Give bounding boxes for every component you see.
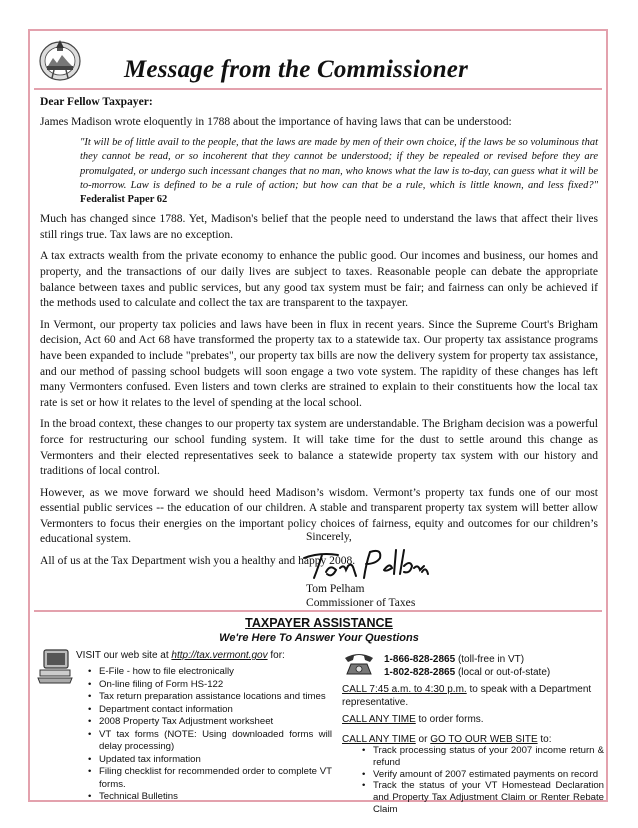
website-services-list — [86, 666, 332, 804]
call-to-text: to: — [537, 734, 552, 745]
salutation: Dear Fellow Taxpayer: — [40, 96, 153, 108]
vermont-seal-icon — [38, 36, 82, 82]
section-divider — [34, 610, 602, 612]
paragraph: All of us at the Tax Department wish you a healthy and happy 2008. — [40, 555, 356, 568]
call-hours-link: CALL 7:45 a.m. to 4:30 p.m. — [342, 684, 467, 695]
call-forms-text: to order forms. — [415, 714, 484, 725]
phone-line-tollfree — [384, 654, 550, 667]
list-item: • Department contact information — [86, 704, 332, 717]
madison-quote — [80, 136, 598, 207]
call-hours-text: to speak with a Department representative. — [342, 684, 592, 708]
list-item: • Updated tax information — [86, 754, 332, 767]
paragraph: A tax extracts wealth from the private economy to enhance the public good. Our incomes and business, our homes and property, and the transactions of our daily lives are subject to taxes. Reasonable people can debate the appropriate balance between taxes and public services, but any good tax system must be fair; and fairness can only be achieved if the methods used to calculate and collect the tax are transparent to the taxpayer. — [40, 250, 598, 310]
website-line — [76, 650, 285, 661]
list-item: • Filing checklist for recommended order to complete VT forms. — [86, 766, 332, 791]
website-link[interactable]: http://tax.vermont.gov — [171, 650, 268, 661]
web-site-link[interactable]: GO TO OUR WEB SITE — [430, 734, 538, 745]
call-anytime-link: CALL ANY TIME — [342, 714, 416, 725]
letter-body — [40, 95, 598, 576]
visit-prefix: VISIT our web site at — [76, 650, 172, 661]
paragraph: In the broad context, these changes to our property tax system are understandable. The Brigham decision was a powerful force for restructuring our school funding system. It will take time for the dust to settle around this change as Vermonters and their elected representatives seek to balance a statewide property tax system with our history and traditions of local control. — [40, 418, 598, 478]
telephone-icon — [342, 650, 376, 676]
phone-note: (local or out-of-state) — [455, 666, 551, 678]
phone-number[interactable]: 1-802-828-2865 — [384, 666, 456, 678]
call-or-text: or — [415, 734, 431, 745]
letter-intro: James Madison wrote eloquently in 1788 about the importance of having laws that can be understood: — [40, 115, 512, 128]
list-item: • VT tax forms (NOTE: Using downloaded forms will delay processing) — [86, 729, 332, 754]
list-item: • Track processing status of your 2007 income return & refund — [362, 745, 604, 769]
call-hours — [342, 684, 604, 709]
signer-name: Tom Pelham — [306, 583, 365, 595]
handwritten-signature — [300, 544, 430, 586]
signer-title: Commissioner of Taxes — [306, 597, 416, 609]
call-or-web — [342, 734, 552, 745]
phone-number[interactable]: 1-866-828-2865 — [384, 654, 456, 665]
list-item: • Verify amount of 2007 estimated payments on record — [362, 769, 604, 781]
visit-suffix: for: — [267, 650, 285, 661]
assistance-title: TAXPAYER ASSISTANCE — [245, 616, 393, 630]
call-anytime-link: CALL ANY TIME — [342, 734, 416, 745]
quote-text: "It will be of little avail to the people, that the laws are made by men of their own choice, if the laws be so voluminous that they cannot be read, or so incoherent that they cannot be understood; if they be repealed or revised before they are promulgated, or undergo such incessant changes that no man, who knows what the law is to-day, can guess what it will be to-morrow. Law is defined to be a rule of action; but how can that be a rule, which is little known, and less fixed?" — [80, 137, 598, 191]
computer-icon — [36, 648, 74, 684]
quote-source: Federalist Paper 62 — [80, 194, 168, 205]
paragraph: Much has changed since 1788. Yet, Madison's belief that the people need to understand the laws that affect their lives still rings true. Tax laws are no exception. — [40, 213, 598, 241]
paragraph: In Vermont, our property tax policies and laws have been in flux in recent years. Since the Supreme Court's Brigham decision, Act 60 and Act 68 have transformed the property tax to a statewide tax. Our property tax assistance programs have been expanded to include "prebates", our property tax bills are now the delivery system for property tax assistance, and our method of passing school budgets will soon engage a two vote system. The rapidity of these changes has left many Vermonters confused. Even listers and town clerks are strained to explain to their constituents how the local tax rate is set or how it relates to the level of spending at the local school. — [40, 318, 598, 409]
phone-numbers — [384, 654, 550, 679]
list-item: • 2008 Property Tax Adjustment worksheet — [86, 716, 332, 729]
call-forms — [342, 714, 484, 725]
list-item: • On-line filing of Form HS-122 — [86, 679, 332, 692]
assistance-subtitle: We're Here To Answer Your Questions — [219, 632, 419, 644]
list-item: • E-File - how to file electronically — [86, 666, 332, 679]
phone-note: (toll-free in VT) — [455, 654, 525, 665]
phone-line-local — [384, 667, 550, 680]
list-item: • Tax return preparation assistance locations and times — [86, 691, 332, 704]
page-title: Message from the Commissioner — [124, 56, 469, 83]
tracking-services-list — [362, 745, 604, 816]
title-divider — [34, 88, 602, 90]
closing: Sincerely, — [306, 531, 352, 543]
list-item: • Track the status of your VT Homestead Declaration and Property Tax Adjustment Claim or Renter Rebate Claim — [362, 780, 604, 815]
list-item: • Technical Bulletins — [86, 791, 332, 804]
paragraph: However, as we move forward we should heed Madison’s wisdom. Vermont’s property tax funds one of our most essential public services -- the education of our children. A stable and transparent property tax system will better allow Vermonters to focus their energies on the important policy choices of fairness, equity and outcomes for our children’s educational system. — [40, 486, 598, 546]
